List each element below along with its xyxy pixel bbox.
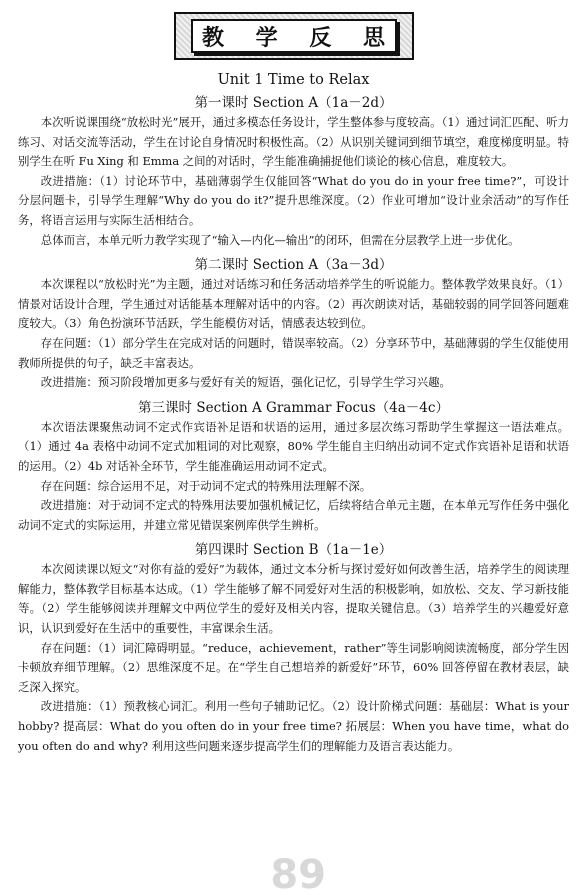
lesson-2-heading: 第二课时 Section A（3a－3d） [194, 257, 393, 274]
lesson-4-paragraph-3: 改进措施：（1）预教核心词汇。利用一些句子辅助记忆。（2）设计阶梯式问题：基础层：What is your hobby? 提高层：What do you often do in your free time? 拓展层：When you have time，what do you often do and why? 利用这些问题来逐步提高学生们的理解能力及语言表达能力。 [18, 699, 569, 753]
lesson-4-paragraph-1: 本次阅读课以短文“对你有益的爱好”为载体，通过文本分析与探讨爱好如何改善生活，培养学生的阅读理解能力，整体教学目标基本达成。（1）学生能够了解不同爱好对生活的积极影响，如放松、交友、学习新技能等。（2）学生能够阅读并理解文中两位学生的爱好及相关内容，提取关键信息。（3）培养学生的兴趣爱好意识，认识到爱好在生活中的重要性，丰富课余生活。 [18, 562, 569, 636]
lesson-4-paragraph-2: 存在问题：（1）词汇障碍明显。“reduce，achievement，rather”等生词影响阅读流畅度，部分学生因卡顿放弃细节理解。（2）思维深度不足。在“学生自己想培养的新爱好”环节，60% 回答停留在教材表层，缺乏深入探究。 [18, 640, 569, 694]
lesson-3-heading: 第三课时 Section A Grammar Focus（4a－4c） [138, 399, 449, 416]
banner-title: 教 学 反 思 [202, 25, 397, 51]
lesson-1-paragraph-1: 本次听说课围绕“放松时光”展开，通过多模态任务设计，学生整体参与度较高。（1）通过词汇匹配、听力练习、对话交流等活动，学生在讨论自身情况时积极性高。（2）从识别关键词到细节填空，难度梯度明显。特别学生在听 Fu Xing 和 Emma 之间的对话时，学生能准确捕捉他们谈论的核心信息，难度较大。 [18, 115, 569, 169]
lesson-1-paragraph-3: 总体而言，本单元听力教学实现了“输入—内化—输出”的闭环，但需在分层教学上进一步优化。 [40, 232, 520, 247]
unit-title: Unit 1 Time to Relax [217, 72, 370, 88]
lesson-1-paragraph-2: 改进措施：（1）讨论环节中，基础薄弱学生仅能回答“What do you do in your free time?”，可设计分层问题卡，引导学生理解“Why do you do it?”提升思维深度。（2）作业可增加“设计业余活动”的写作任务，将语言运用与实际生活相结合。 [18, 173, 569, 227]
lesson-2-paragraph-2: 存在问题：（1）部分学生在完成对话的问题时，错误率较高。（2）分享环节中，基础薄弱的学生仅能使用教师所提供的句子，缺乏丰富表达。 [18, 335, 569, 370]
lesson-3-paragraph-3: 改进措施：对于动词不定式的特殊用法要加强机械记忆，后续将结合单元主题，在本单元写作任务中强化动词不定式的实际运用，并建立常见错误案例库供学生辨析。 [18, 498, 569, 532]
lesson-3-paragraph-1: 本次语法课聚焦动词不定式作宾语补足语和状语的运用，通过多层次练习帮助学生掌握这一语法难点。（1）通过 4a 表格中动词不定式加粗词的对比观察，80% 学生能自主归纳出动词不定式作宾语补足语和状语的运用。（2）4b 对话补全环节，学生能准确运用动词不定式。 [18, 419, 569, 473]
page-number: 89 [270, 852, 326, 895]
lesson-2-paragraph-1: 本次课程以“放松时光”为主题，通过对话练习和任务活动培养学生的听说能力。整体教学效果良好。（1）情景对话设计合理，学生通过对话能基本理解对话中的内容。（2）再次朗读对话，基础较弱的同学回答问题难度较大。（3）角色扮演环节活跃，学生能模仿对话，情感表达较到位。 [18, 277, 569, 331]
lesson-3-paragraph-2: 存在问题：综合运用不足，对于动词不定式的特殊用法理解不深。 [40, 478, 372, 493]
header-banner [174, 12, 414, 64]
banner-label-box [191, 19, 397, 53]
lesson-2-paragraph-3: 改进措施：预习阶段增加更多与爱好有关的短语，强化记忆，引导学生学习兴趣。 [40, 375, 451, 390]
lesson-1-heading: 第一课时 Section A（1a－2d） [194, 95, 393, 111]
lesson-4-heading: 第四课时 Section B（1a－1e） [194, 542, 393, 559]
banner-frame [174, 12, 414, 60]
